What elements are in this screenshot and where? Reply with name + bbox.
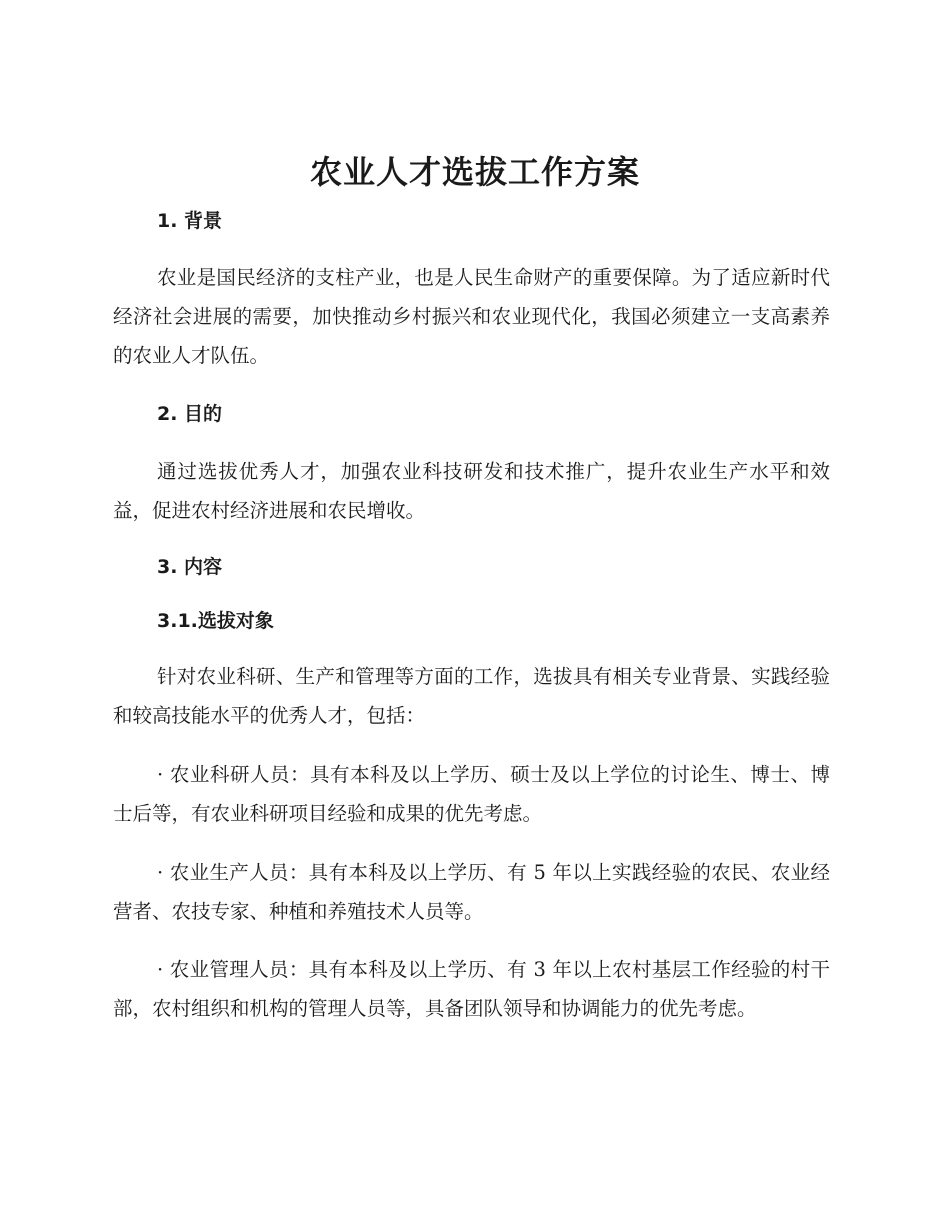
- bullet-item-management: · 农业管理人员：具有本科及以上学历、有 3 年以上农村基层工作经验的村干部，农村组织和机构的管理人员等，具备团队领导和协调能力的优先考虑。: [113, 958, 830, 1020]
- section-heading-background: 1. 背景: [157, 210, 223, 232]
- subsection-heading-selection-targets: 3.1.选拔对象: [157, 610, 274, 632]
- paragraph-background: 农业是国民经济的支柱产业，也是人民生命财产的重要保障。为了适应新时代经济社会进展的需要，加快推动乡村振兴和农业现代化，我国必须建立一支高素养的农业人才队伍。: [113, 266, 830, 367]
- bullet-item-research: · 农业科研人员：具有本科及以上学历、硕士及以上学位的讨论生、博士、博士后等，有农业科研项目经验和成果的优先考虑。: [113, 763, 830, 825]
- section-heading-content: 3. 内容: [157, 556, 223, 578]
- section-heading-purpose: 2. 目的: [157, 403, 223, 425]
- paragraph-purpose: 通过选拔优秀人才，加强农业科技研发和技术推广，提升农业生产水平和效益，促进农村经济进展和农民增收。: [113, 460, 830, 522]
- paragraph-selection-targets: 针对农业科研、生产和管理等方面的工作，选拔具有相关专业背景、实践经验和较高技能水平的优秀人才，包括：: [113, 665, 830, 727]
- bullet-item-production: · 农业生产人员：具有本科及以上学历、有 5 年以上实践经验的农民、农业经营者、农技专家、种植和养殖技术人员等。: [113, 861, 830, 923]
- document-title: 农业人才选拔工作方案: [309, 153, 640, 191]
